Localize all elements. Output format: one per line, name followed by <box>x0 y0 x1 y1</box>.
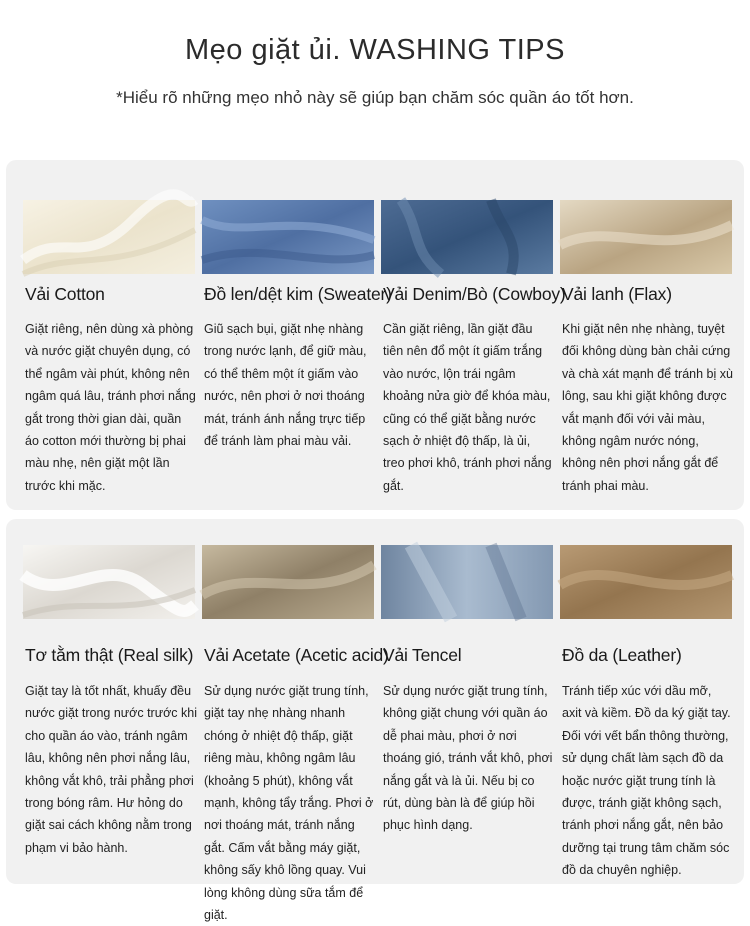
fabric-name: Tơ tằm thật (Real silk) <box>25 645 194 665</box>
fabric-description: Khi giặt nên nhẹ nhàng, tuyệt đối không dùng bàn chải cứng và chà xát mạnh để tránh bị xù lông, sau khi giặt không được vắt mạnh đối với vải màu, không ngâm nước nóng, không nên phơi nắng gắt để tránh phai màu. <box>562 322 733 493</box>
fabric-name: Vải lanh (Flax) <box>562 284 672 304</box>
cream-cotton-swatch-icon <box>23 200 195 274</box>
silk-swatch-icon <box>23 545 195 619</box>
fabric-description: Giặt riêng, nên dùng xà phòng và nước giặt chuyên dụng, có thể ngâm vài phút, không nên ngâm quá lâu, tránh phơi nắng gắt trong thời gian dài, quần áo cotton mới thường bị phai màu nhẹ, nên giặt một lần trước khi mặc. <box>25 322 196 493</box>
linen-swatch-icon <box>560 200 732 274</box>
fabric-name: Đồ len/dệt kim (Sweater) <box>204 284 392 304</box>
page-title: Mẹo giặt ủi. WASHING TIPS <box>185 34 565 66</box>
fabric-name: Vải Acetate (Acetic acid) <box>204 645 389 665</box>
blue-knit-swatch-icon <box>202 200 374 274</box>
fabric-description: Sử dụng nước giặt trung tính, giặt tay nhẹ nhàng nhanh chóng ở nhiệt độ thấp, giặt riêng màu, không ngâm lâu (khoảng 5 phút), không vắt mạnh, không tẩy trắng. Phơi ở nơi thoáng mát, tránh nắng gắt. Cấm vắt bằng máy giặt, không sấy khô lồng quay. Vui lòng không dùng sữa tắm để giặt. <box>204 684 374 923</box>
fabric-description: Sử dụng nước giặt trung tính, không giặt chung với quần áo dễ phai màu, phơi ở nơi thoáng gió, tránh vắt khô, phơi nắng gắt và là ủi. Nếu bị co rút, dùng bàn là để giúp hồi phục hình dạng. <box>383 684 553 833</box>
denim-swatch-icon <box>381 200 553 274</box>
acetate-swatch-icon <box>202 545 374 619</box>
tencel-swatch-icon <box>381 545 553 619</box>
page-subtitle: *Hiểu rõ những mẹo nhỏ này sẽ giúp bạn chăm sóc quần áo tốt hơn. <box>116 88 634 107</box>
fabric-description: Giũ sạch bụi, giặt nhẹ nhàng trong nước lạnh, để giữ màu, có thể thêm một ít giấm vào nước, nên phơi ở nơi thoáng mát, tránh ánh nắng trực tiếp để tránh làm phai màu vải. <box>204 322 367 449</box>
fabric-description: Cần giặt riêng, lần giặt đầu tiên nên đổ một ít giấm trắng vào nước, lộn trái ngâm khoảng nửa giờ để khóa màu, cũng có thể giặt bằng nước sạch ở nhiệt độ thấp, là ủi, treo phơi khô, tránh phơi nắng gắt. <box>383 322 552 493</box>
fabric-description: Giặt tay là tốt nhất, khuấy đều nước giặt trong nước trước khi cho quần áo vào, tránh ngâm lâu, không nên phơi nắng lâu, không vắt khô, trải phẳng phơi trong bóng râm. Hư hỏng do giặt sai cách không nằm trong phạm vi bảo hành. <box>25 684 197 855</box>
fabric-name: Vải Denim/Bò (Cowboy) <box>383 284 566 304</box>
fabric-description: Tránh tiếp xúc với dầu mỡ, axit và kiềm. Đồ da ký giặt tay. Đối với vết bẩn thông thường, sử dụng chất làm sạch đồ da hoặc nước giặt trung tính là được, tránh giặt không sạch, tránh phơi nắng gắt, nên bảo dưỡng tại trung tâm chăm sóc đồ da chuyên nghiệp. <box>562 684 731 878</box>
fabric-name: Vải Tencel <box>383 645 462 665</box>
leather-swatch-icon <box>560 545 732 619</box>
fabric-name: Vải Cotton <box>25 284 105 304</box>
fabric-name: Đồ da (Leather) <box>562 645 682 665</box>
